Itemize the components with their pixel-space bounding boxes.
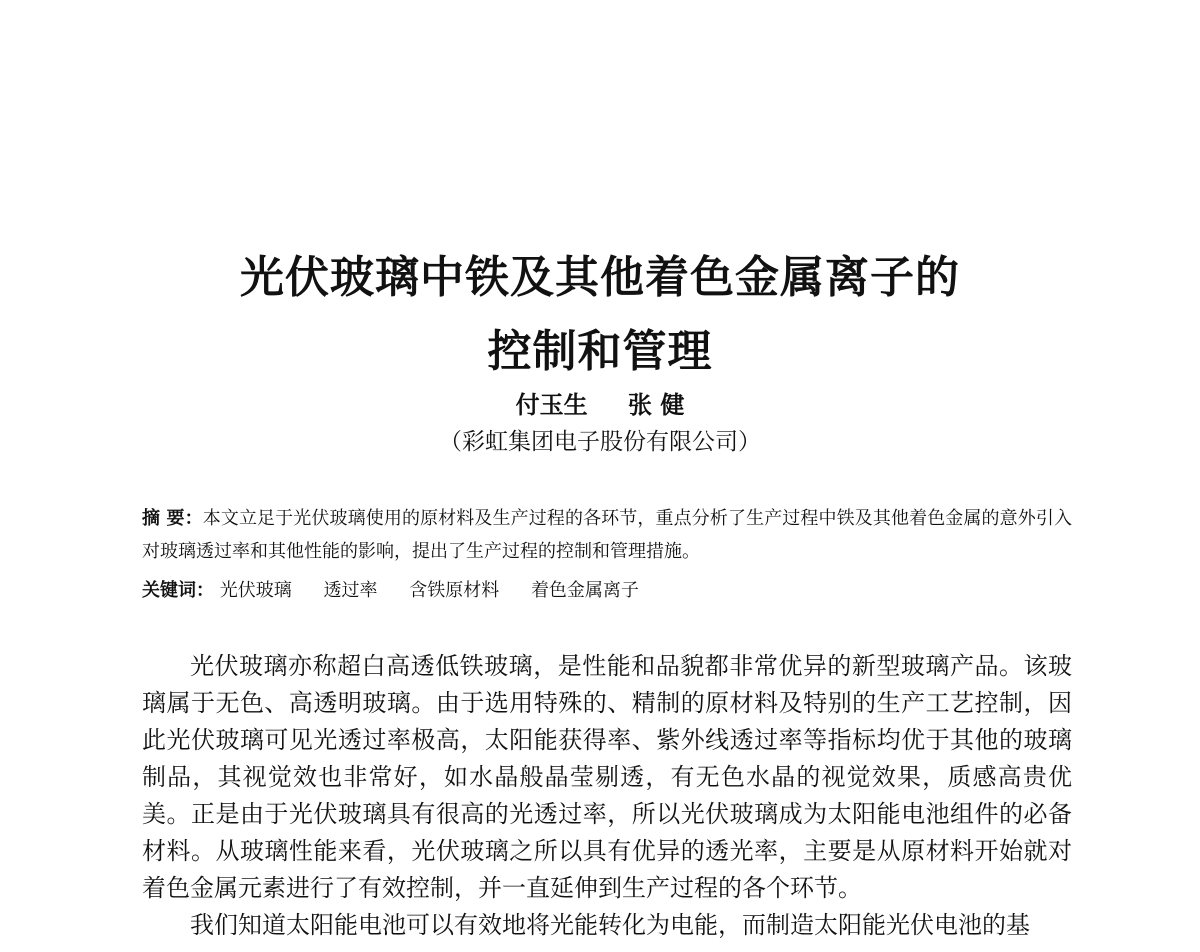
- body-text: [142, 648, 1072, 944]
- keyword-1: 光伏玻璃: [219, 580, 292, 601]
- author-2: 张 健: [628, 390, 685, 419]
- abstract-text: 本文立足于光伏玻璃使用的原材料及生产过程的各环节，重点分析了生产过程中铁及其他着色金属的意外引入对玻璃透过率和其他性能的影响，提出了生产过程的控制和管理措施。: [142, 508, 1072, 562]
- abstract: [142, 502, 1072, 568]
- keyword-2: 透过率: [323, 580, 378, 601]
- body-paragraph-2: 我们知道太阳能电池可以有效地将光能转化为电能，而制造太阳能光伏电池的基: [190, 911, 1030, 939]
- paper-title-line-1: 光伏玻璃中铁及其他着色金属离子的: [240, 252, 960, 303]
- keywords-label: 关键词：: [142, 580, 214, 601]
- authors: [0, 388, 1200, 422]
- keyword-3: 含铁原材料: [409, 580, 500, 601]
- keywords: [142, 576, 1072, 606]
- paper-title-line-2: 控制和管理: [487, 326, 713, 377]
- affiliation: （彩虹集团电子股份有限公司）: [439, 429, 761, 455]
- author-1: 付玉生: [515, 390, 588, 419]
- body-paragraph-1: 光伏玻璃亦称超白高透低铁玻璃，是性能和品貌都非常优异的新型玻璃产品。该玻璃属于无色、高透明玻璃。由于选用特殊的、精制的原材料及特别的生产工艺控制，因此光伏玻璃可见光透过率极高，太阳能获得率、紫外线透过率等指标均优于其他的玻璃制品，其视觉效也非常好，如水晶般晶莹剔透，有无色水晶的视觉效果，质感高贵优美。正是由于光伏玻璃具有很高的光透过率，所以光伏玻璃成为太阳能电池组件的必备材料。从玻璃性能来看，光伏玻璃之所以具有优异的透光率，主要是从原材料开始就对着色金属元素进行了有效控制，并一直延伸到生产过程的各个环节。: [142, 652, 1072, 902]
- keyword-4: 着色金属离子: [530, 580, 639, 601]
- abstract-label: 摘 要：: [142, 508, 203, 529]
